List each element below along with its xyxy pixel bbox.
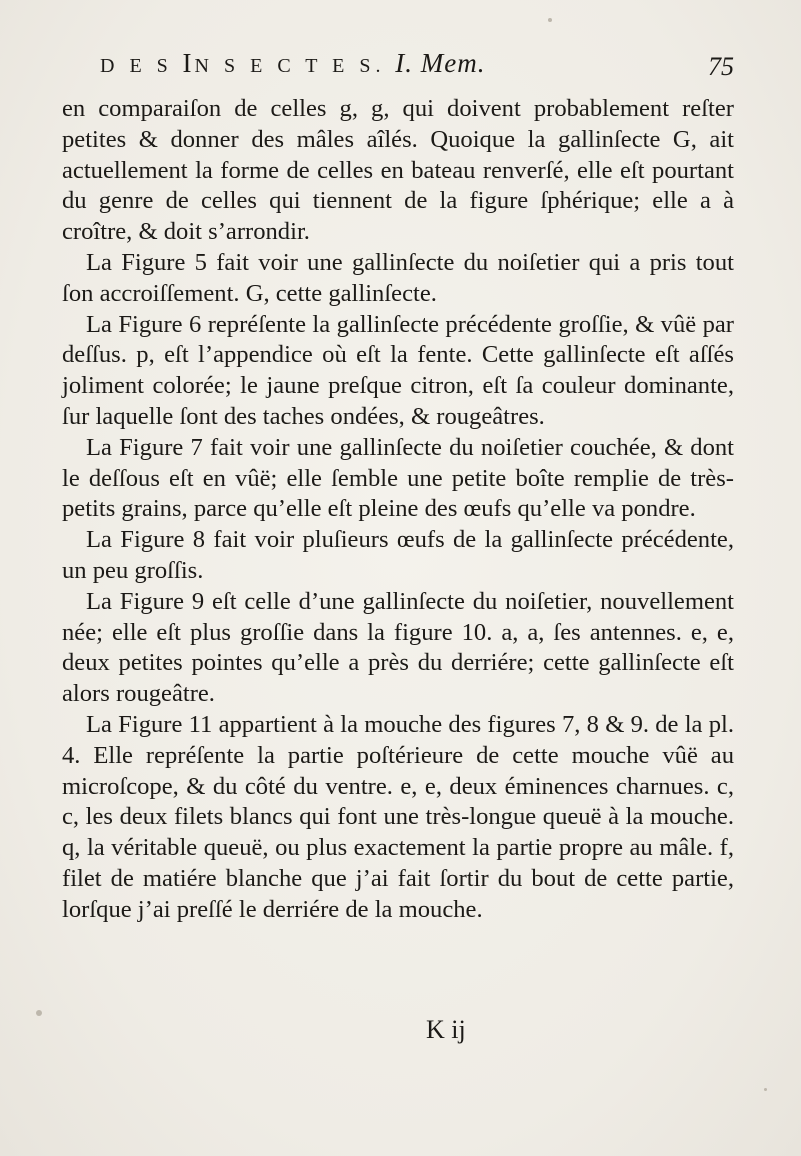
memoir-number: I. Mem. [395,48,486,78]
running-title [100,48,485,79]
page-number: 75 [708,52,734,81]
paragraph-figure-7: La Figure 7 fait voir une gallinſecte du noiſetier couchée, & dont le deſſous eſt en vûë; elle ſemble une petite boîte remplie de très-petits grains, parce qu’elle eſt pleine des œufs qu’elle va pondre. [62,433,734,523]
paragraph-figure-8: La Figure 8 fait voir pluſieurs œufs de la gallinſecte précédente, un peu groſſis. [62,526,734,584]
paragraph-figure-6: La Figure 6 repréſente la gallinſecte précédente groſſie, & vûë par deſſus. p, eſt l’appendice où eſt la fente. Cette gallinſecte eſt aſſés joliment colorée; le jaune preſque citron, eſt ſa couleur dominante, ſur laquelle ſont des taches ondées, & rougeâtres. [62,310,734,430]
paragraph-figure-5: La Figure 5 fait voir une gallinſecte du noiſetier qui a pris tout ſon accroiſſement. G, cette gallinſecte. [62,248,734,307]
running-title-initial: I [182,48,195,78]
paper-speck [764,1088,767,1091]
signature-mark: K ij [426,1015,466,1044]
body-text [62,94,734,926]
running-head [100,46,734,86]
paragraph-continuation: en comparaiſon de celles g, g, qui doivent probablement reſter petites & donner des mâles aîlés. Quoique la gallinſecte G, ait actuellement la forme de celles en bateau renverſé, elle eſt pourtant du genre de celles qui tiennent de la figure ſphérique; elle a à croître, & doit s’arrondir. [62,95,734,246]
running-title-insectes: N S E C T E S. [194,55,386,77]
paragraph-figure-9: La Figure 9 eſt celle d’une gallinſecte du noiſetier, nouvellement née; elle eſt plus groſſie dans la figure 10. a, a, ſes antennes. e, e, deux petites pointes qu’elle a près du derriére; cette gallinſecte eſt alors rougeâtre. [62,587,734,708]
paper-speck [36,1010,42,1016]
running-title-des: D E S [100,55,173,77]
paragraph-figure-11: La Figure 11 appartient à la mouche des figures 7, 8 & 9. de la pl. 4. Elle repréſente la partie poſtérieure de cette mouche vûë au microſcope, & du côté du ventre. e, e, deux éminences charnues. c, c, les deux filets blancs qui font une très-longue queuë à la mouche. q, la véritable queuë, ou plus exactement la partie propre au mâle. f, filet de matiére blanche que j’ai fait ſortir du bout de cette partie, lorſque j’ai preſſé le derriére de la mouche. [62,710,734,923]
paper-speck [548,18,552,22]
